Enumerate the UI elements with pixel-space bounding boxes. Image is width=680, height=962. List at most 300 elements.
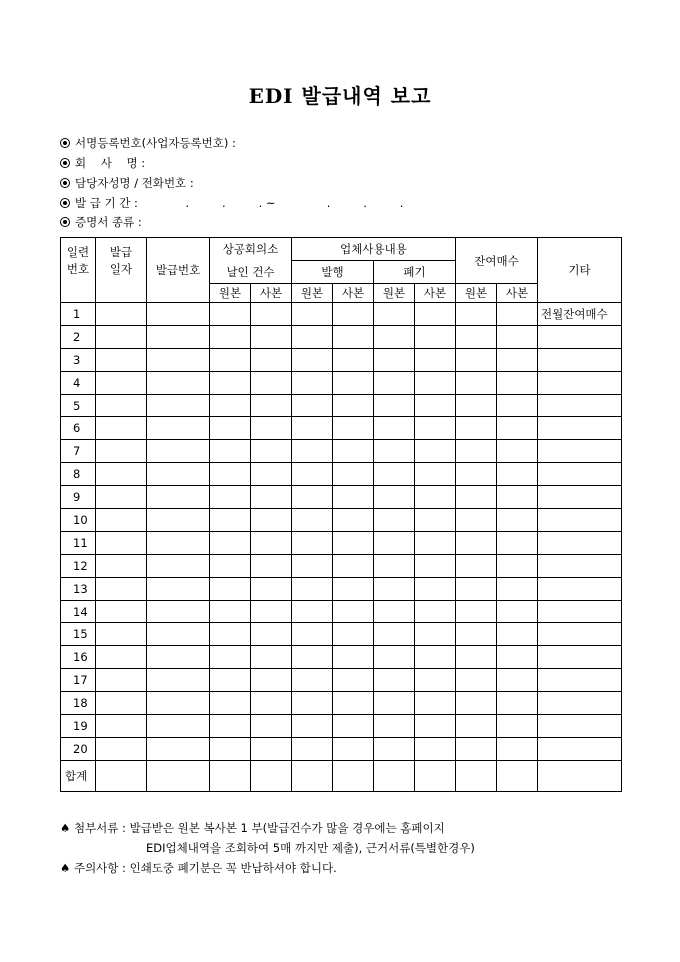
cell-input[interactable]	[147, 554, 210, 577]
cell-input[interactable]	[415, 669, 456, 692]
cell-input[interactable]	[96, 440, 147, 463]
note-text: 주의사항 : 인쇄도중 폐기분은 꼭 반납하셔야 합니다.	[73, 861, 337, 875]
cell-input[interactable]	[374, 760, 415, 791]
cell-input[interactable]	[147, 600, 210, 623]
cell-input[interactable]	[415, 348, 456, 371]
cell-input[interactable]	[497, 394, 538, 417]
cell-input[interactable]	[147, 440, 210, 463]
cell-input[interactable]	[497, 554, 538, 577]
subheader-remaining-copy: 사본	[497, 284, 538, 303]
cell-input[interactable]	[147, 486, 210, 509]
cell-input[interactable]	[374, 692, 415, 715]
cell-input[interactable]	[147, 531, 210, 554]
cell-input[interactable]	[456, 417, 497, 440]
header-usage: 업체사용내용	[292, 238, 456, 261]
cell-input[interactable]	[415, 715, 456, 738]
cell-input[interactable]	[333, 463, 374, 486]
cell-input[interactable]	[251, 325, 292, 348]
cell-serial: 11	[61, 531, 96, 554]
cell-input[interactable]	[292, 623, 333, 646]
cell-input[interactable]	[497, 577, 538, 600]
table-row	[61, 623, 622, 646]
cell-input[interactable]	[210, 623, 251, 646]
subheader-chamber-original: 원본	[210, 284, 251, 303]
cell-input[interactable]	[456, 463, 497, 486]
cell-serial: 8	[61, 463, 96, 486]
cell-input[interactable]	[96, 669, 147, 692]
cell-input[interactable]	[497, 325, 538, 348]
cell-input[interactable]	[374, 577, 415, 600]
cell-input[interactable]	[415, 737, 456, 760]
cell-input[interactable]	[415, 531, 456, 554]
cell-input[interactable]	[456, 760, 497, 791]
bullet-icon	[60, 198, 70, 208]
cell-input[interactable]	[292, 303, 333, 326]
cell-input[interactable]	[333, 486, 374, 509]
cell-input[interactable]	[497, 417, 538, 440]
cell-input[interactable]	[210, 737, 251, 760]
cell-input[interactable]	[251, 623, 292, 646]
cell-input[interactable]	[333, 577, 374, 600]
cell-input[interactable]	[251, 692, 292, 715]
table-row	[61, 715, 622, 738]
cell-input[interactable]	[456, 646, 497, 669]
cell-input[interactable]	[456, 715, 497, 738]
cell-serial: 1	[61, 303, 96, 326]
bullet-icon	[60, 217, 70, 227]
cell-input[interactable]	[96, 692, 147, 715]
cell-input[interactable]	[147, 325, 210, 348]
cell-input[interactable]	[497, 509, 538, 532]
cell-input[interactable]	[96, 760, 147, 791]
cell-input[interactable]	[292, 394, 333, 417]
cell-input[interactable]	[96, 737, 147, 760]
cell-input[interactable]	[251, 371, 292, 394]
cell-serial: 합계	[61, 760, 96, 791]
cell-input[interactable]	[333, 417, 374, 440]
cell-input[interactable]	[456, 509, 497, 532]
subheader-discarded-copy: 사본	[415, 284, 456, 303]
cell-input[interactable]	[415, 463, 456, 486]
cell-input[interactable]	[251, 554, 292, 577]
cell-etc[interactable]	[538, 486, 622, 509]
cell-input[interactable]	[374, 623, 415, 646]
cell-input[interactable]	[333, 760, 374, 791]
cell-input[interactable]	[374, 554, 415, 577]
cell-input[interactable]	[251, 303, 292, 326]
header-discarded: 폐기	[374, 261, 456, 284]
cell-input[interactable]	[210, 715, 251, 738]
cell-etc[interactable]	[538, 715, 622, 738]
cell-input[interactable]	[333, 669, 374, 692]
cell-input[interactable]	[374, 737, 415, 760]
cell-input[interactable]	[292, 600, 333, 623]
total-row	[61, 760, 622, 791]
cell-input[interactable]	[497, 692, 538, 715]
cell-input[interactable]	[333, 509, 374, 532]
cell-input[interactable]	[497, 760, 538, 791]
cell-serial: 12	[61, 554, 96, 577]
cell-input[interactable]	[210, 600, 251, 623]
table-row	[61, 669, 622, 692]
cell-input[interactable]	[415, 600, 456, 623]
cell-input[interactable]	[96, 463, 147, 486]
cell-serial: 16	[61, 646, 96, 669]
cell-serial: 18	[61, 692, 96, 715]
notes	[60, 818, 475, 878]
cell-input[interactable]	[147, 737, 210, 760]
cell-input[interactable]	[374, 486, 415, 509]
cell-input[interactable]	[456, 303, 497, 326]
cell-input[interactable]	[251, 348, 292, 371]
cell-input[interactable]	[333, 715, 374, 738]
cell-input[interactable]	[333, 348, 374, 371]
cell-input[interactable]	[96, 394, 147, 417]
cell-input[interactable]	[497, 303, 538, 326]
cell-input[interactable]	[96, 348, 147, 371]
cell-etc[interactable]	[538, 600, 622, 623]
cell-input[interactable]	[96, 577, 147, 600]
cell-input[interactable]	[96, 715, 147, 738]
cell-etc[interactable]	[538, 394, 622, 417]
cell-input[interactable]	[210, 554, 251, 577]
cell-input[interactable]	[333, 737, 374, 760]
cell-input[interactable]	[292, 417, 333, 440]
cell-input[interactable]	[251, 760, 292, 791]
cell-serial: 2	[61, 325, 96, 348]
cell-serial: 6	[61, 417, 96, 440]
cell-input[interactable]	[456, 692, 497, 715]
cell-input[interactable]	[374, 417, 415, 440]
cell-serial: 19	[61, 715, 96, 738]
cell-input[interactable]	[456, 554, 497, 577]
table-row	[61, 394, 622, 417]
cell-input[interactable]	[333, 531, 374, 554]
cell-input[interactable]	[456, 623, 497, 646]
cell-input[interactable]	[210, 394, 251, 417]
cell-serial: 13	[61, 577, 96, 600]
cell-input[interactable]	[497, 737, 538, 760]
cell-input[interactable]	[333, 646, 374, 669]
cell-etc[interactable]	[538, 669, 622, 692]
cell-input[interactable]	[497, 463, 538, 486]
info-period	[60, 195, 403, 211]
bullet-icon	[60, 178, 70, 188]
cell-input[interactable]	[292, 737, 333, 760]
cell-input[interactable]	[456, 371, 497, 394]
cell-input[interactable]	[292, 509, 333, 532]
cell-input[interactable]	[292, 669, 333, 692]
cell-input[interactable]	[292, 463, 333, 486]
cell-serial: 20	[61, 737, 96, 760]
cell-input[interactable]	[251, 646, 292, 669]
note-attachments-cont: EDI업체내역을 조회하여 5매 까지만 제출), 근거서류(특별한경우)	[146, 841, 475, 855]
cell-input[interactable]	[147, 303, 210, 326]
cell-input[interactable]	[374, 348, 415, 371]
cell-input[interactable]	[333, 325, 374, 348]
cell-input[interactable]	[292, 325, 333, 348]
cell-input[interactable]	[497, 715, 538, 738]
cell-input[interactable]	[292, 486, 333, 509]
cell-input[interactable]	[374, 440, 415, 463]
cell-input[interactable]	[96, 646, 147, 669]
cell-input[interactable]	[415, 440, 456, 463]
cell-input[interactable]	[333, 394, 374, 417]
cell-input[interactable]	[96, 417, 147, 440]
cell-input[interactable]	[251, 486, 292, 509]
cell-input[interactable]	[374, 600, 415, 623]
cell-input[interactable]	[251, 440, 292, 463]
cell-etc[interactable]	[538, 577, 622, 600]
bullet-icon	[60, 138, 70, 148]
cell-input[interactable]	[333, 623, 374, 646]
cell-serial: 9	[61, 486, 96, 509]
cell-input[interactable]	[456, 348, 497, 371]
cell-input[interactable]	[96, 509, 147, 532]
cell-input[interactable]	[96, 371, 147, 394]
cell-etc[interactable]	[538, 440, 622, 463]
cell-input[interactable]	[147, 463, 210, 486]
cell-etc[interactable]	[538, 623, 622, 646]
cell-input[interactable]	[374, 303, 415, 326]
cell-etc[interactable]	[538, 463, 622, 486]
cell-input[interactable]	[497, 440, 538, 463]
cell-input[interactable]	[415, 760, 456, 791]
cell-input[interactable]	[333, 371, 374, 394]
cell-serial: 10	[61, 509, 96, 532]
cell-input[interactable]	[251, 600, 292, 623]
cell-input[interactable]	[292, 760, 333, 791]
cell-input[interactable]	[147, 715, 210, 738]
cell-input[interactable]	[497, 531, 538, 554]
cell-input[interactable]	[374, 371, 415, 394]
cell-etc[interactable]	[538, 348, 622, 371]
header-issued: 발행	[292, 261, 374, 284]
cell-input[interactable]	[210, 303, 251, 326]
cell-input[interactable]	[497, 371, 538, 394]
cell-input[interactable]	[147, 623, 210, 646]
info-company-name	[60, 155, 145, 171]
cell-input[interactable]	[210, 417, 251, 440]
cell-input[interactable]	[251, 417, 292, 440]
cell-input[interactable]	[96, 554, 147, 577]
cell-input[interactable]	[292, 692, 333, 715]
table-row	[61, 371, 622, 394]
cell-input[interactable]	[456, 600, 497, 623]
info-contact	[60, 175, 194, 191]
cell-input[interactable]	[147, 577, 210, 600]
cell-input[interactable]	[456, 531, 497, 554]
cell-input[interactable]	[415, 486, 456, 509]
cell-etc[interactable]	[538, 417, 622, 440]
table-row	[61, 463, 622, 486]
cell-input[interactable]	[292, 646, 333, 669]
cell-input[interactable]	[210, 348, 251, 371]
cell-input[interactable]	[292, 577, 333, 600]
note-text: 첨부서류 : 발급받은 원본 복사본 1 부(발급건수가 많을 경우에는 홈페이지	[73, 821, 445, 835]
cell-input[interactable]	[415, 623, 456, 646]
cell-serial: 7	[61, 440, 96, 463]
cell-input[interactable]	[374, 646, 415, 669]
cell-input[interactable]	[96, 600, 147, 623]
cell-etc[interactable]	[538, 371, 622, 394]
cell-input[interactable]	[251, 669, 292, 692]
cell-input[interactable]	[147, 417, 210, 440]
cell-input[interactable]	[456, 577, 497, 600]
cell-input[interactable]	[415, 371, 456, 394]
cell-input[interactable]	[497, 486, 538, 509]
info-label: 서명등록번호(사업자등록번호) :	[75, 136, 236, 150]
header-remaining: 잔여매수	[456, 238, 538, 284]
cell-input[interactable]	[96, 623, 147, 646]
info-label: 증명서 종류 :	[75, 215, 142, 229]
cell-input[interactable]	[374, 394, 415, 417]
cell-input[interactable]	[251, 531, 292, 554]
info-label: 발 급 기 간 : . . . ~ . . .	[75, 196, 404, 210]
cell-serial: 3	[61, 348, 96, 371]
cell-input[interactable]	[374, 715, 415, 738]
cell-input[interactable]	[415, 509, 456, 532]
cell-etc[interactable]	[538, 646, 622, 669]
cell-input[interactable]	[251, 577, 292, 600]
cell-input[interactable]	[96, 303, 147, 326]
cell-input[interactable]	[497, 623, 538, 646]
cell-input[interactable]	[210, 577, 251, 600]
cell-input[interactable]	[415, 394, 456, 417]
bullet-icon	[60, 158, 70, 168]
cell-input[interactable]	[96, 486, 147, 509]
cell-serial: 5	[61, 394, 96, 417]
cell-serial: 17	[61, 669, 96, 692]
cell-input[interactable]	[415, 554, 456, 577]
cell-input[interactable]	[374, 509, 415, 532]
cell-input[interactable]	[96, 531, 147, 554]
cell-input[interactable]	[456, 669, 497, 692]
cell-input[interactable]	[497, 600, 538, 623]
cell-input[interactable]	[251, 737, 292, 760]
cell-input[interactable]	[251, 394, 292, 417]
cell-input[interactable]	[292, 715, 333, 738]
header-serial: 일련 번호	[61, 238, 96, 303]
cell-input[interactable]	[210, 440, 251, 463]
table-row	[61, 531, 622, 554]
cell-input[interactable]	[333, 554, 374, 577]
cell-input[interactable]	[251, 715, 292, 738]
cell-input[interactable]	[210, 509, 251, 532]
cell-input[interactable]	[147, 646, 210, 669]
cell-input[interactable]	[456, 325, 497, 348]
table-row	[61, 577, 622, 600]
cell-serial: 4	[61, 371, 96, 394]
spade-icon: ♠	[60, 821, 71, 835]
header-issue-number: 발급번호	[147, 238, 210, 303]
note-caution	[60, 858, 475, 878]
cell-input[interactable]	[374, 669, 415, 692]
cell-input[interactable]	[415, 303, 456, 326]
header-etc: 기타	[538, 238, 622, 303]
cell-input[interactable]	[292, 554, 333, 577]
cell-input[interactable]	[147, 348, 210, 371]
cell-etc[interactable]	[538, 760, 622, 791]
cell-input[interactable]	[497, 646, 538, 669]
cell-input[interactable]	[415, 577, 456, 600]
table-row	[61, 325, 622, 348]
page-title: EDI 발급내역 보고	[248, 84, 432, 108]
cell-input[interactable]	[210, 669, 251, 692]
cell-input[interactable]	[333, 303, 374, 326]
cell-etc[interactable]	[538, 325, 622, 348]
info-registration-number	[60, 135, 236, 151]
cell-input[interactable]	[292, 371, 333, 394]
cell-etc[interactable]	[538, 509, 622, 532]
cell-serial: 14	[61, 600, 96, 623]
cell-input[interactable]	[497, 348, 538, 371]
cell-input[interactable]	[210, 486, 251, 509]
cell-input[interactable]	[292, 348, 333, 371]
table-row	[61, 303, 622, 326]
info-label: 담당자성명 / 전화번호 :	[75, 176, 194, 190]
table-row	[61, 692, 622, 715]
cell-input[interactable]	[333, 440, 374, 463]
cell-input[interactable]	[147, 760, 210, 791]
cell-input[interactable]	[147, 692, 210, 715]
cell-input[interactable]	[210, 325, 251, 348]
cell-input[interactable]	[374, 531, 415, 554]
cell-input[interactable]	[456, 394, 497, 417]
cell-input[interactable]	[147, 509, 210, 532]
cell-input[interactable]	[456, 486, 497, 509]
cell-input[interactable]	[147, 669, 210, 692]
cell-etc[interactable]	[538, 692, 622, 715]
cell-etc[interactable]	[538, 531, 622, 554]
cell-input[interactable]	[292, 440, 333, 463]
table-row	[61, 486, 622, 509]
cell-etc[interactable]	[538, 554, 622, 577]
cell-input[interactable]	[210, 463, 251, 486]
table-row	[61, 417, 622, 440]
cell-input[interactable]	[251, 463, 292, 486]
cell-input[interactable]	[415, 325, 456, 348]
cell-input[interactable]	[456, 440, 497, 463]
cell-input[interactable]	[210, 531, 251, 554]
cell-input[interactable]	[333, 692, 374, 715]
cell-input[interactable]	[374, 325, 415, 348]
table-row	[61, 646, 622, 669]
table-row	[61, 440, 622, 463]
cell-input[interactable]	[497, 669, 538, 692]
header-chamber-l1: 상공회의소	[210, 238, 292, 261]
cell-input[interactable]	[96, 325, 147, 348]
cell-input[interactable]	[415, 417, 456, 440]
cell-input[interactable]	[292, 531, 333, 554]
cell-input[interactable]	[374, 463, 415, 486]
cell-input[interactable]	[333, 600, 374, 623]
cell-input[interactable]	[415, 646, 456, 669]
cell-input[interactable]	[251, 509, 292, 532]
cell-input[interactable]	[210, 692, 251, 715]
cell-input[interactable]	[210, 760, 251, 791]
cell-input[interactable]	[210, 646, 251, 669]
cell-input[interactable]	[415, 692, 456, 715]
cell-input[interactable]	[210, 371, 251, 394]
cell-etc[interactable]: 전월잔여매수	[538, 303, 622, 326]
subheader-issued-copy: 사본	[333, 284, 374, 303]
table-row	[61, 509, 622, 532]
cell-input[interactable]	[147, 371, 210, 394]
cell-etc[interactable]	[538, 737, 622, 760]
cell-input[interactable]	[456, 737, 497, 760]
cell-input[interactable]	[147, 394, 210, 417]
